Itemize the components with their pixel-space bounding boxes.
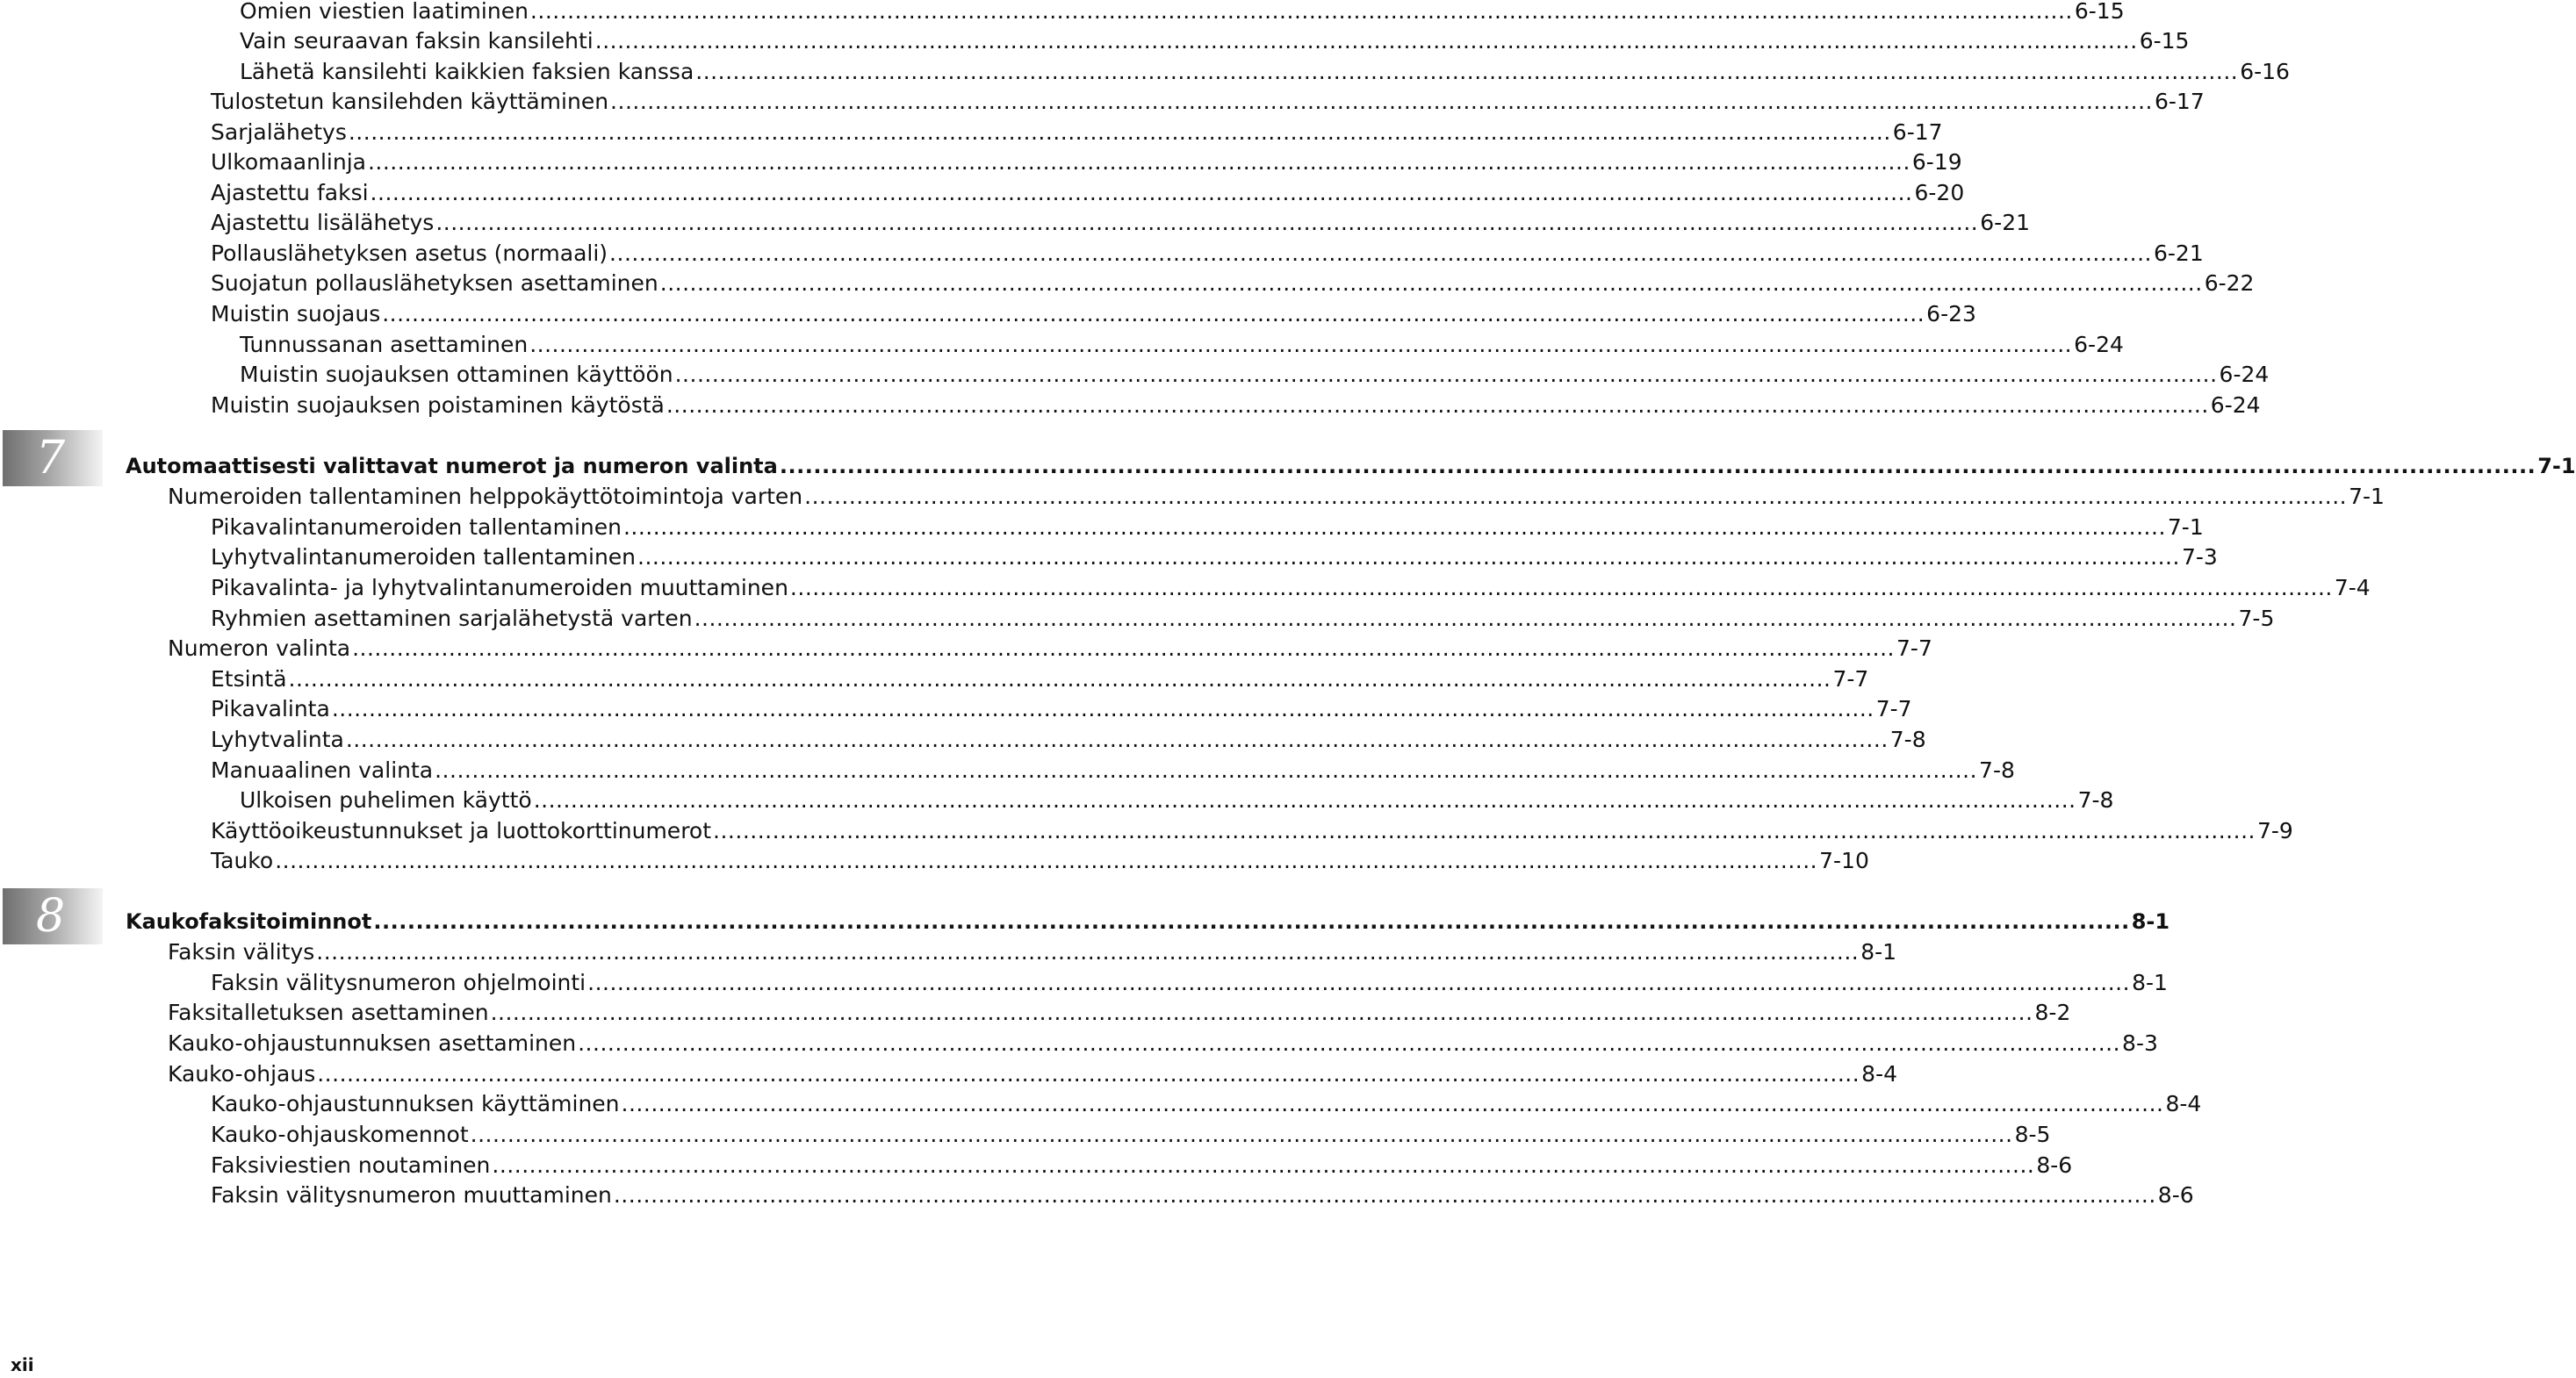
dot-leader bbox=[435, 756, 1977, 786]
dot-leader bbox=[695, 57, 2238, 87]
toc-entry-label: Ajastettu lisälähetys bbox=[211, 210, 435, 235]
toc-entry-label: Lyhytvalinta bbox=[211, 727, 344, 752]
toc-entry[interactable] bbox=[211, 1120, 2051, 1150]
toc-entry-page: 8-6 bbox=[2157, 1182, 2194, 1208]
dot-leader bbox=[529, 330, 2072, 360]
dot-leader bbox=[595, 26, 2138, 56]
toc-entry-page: 7-10 bbox=[1819, 848, 1869, 873]
toc-entry-page: 7-8 bbox=[2077, 787, 2114, 813]
dot-leader bbox=[471, 1120, 2013, 1150]
dot-leader bbox=[435, 208, 1978, 238]
toc-entry-page: 6-20 bbox=[1914, 180, 1965, 205]
dot-leader bbox=[317, 1059, 1860, 1089]
dot-leader bbox=[623, 513, 2166, 542]
toc-entry-label: Tunnussanan asettaminen bbox=[240, 332, 529, 357]
toc-entry-label: Sarjalähetys bbox=[211, 119, 347, 145]
toc-entry-label: Faksin välitysnumeron ohjelmointi bbox=[211, 970, 586, 995]
toc-entry-label: Kauko-ohjaustunnuksen asettaminen bbox=[168, 1030, 577, 1056]
toc-entry-page: 7-1 bbox=[2537, 454, 2576, 478]
toc-entry-page: 6-17 bbox=[2154, 89, 2205, 114]
toc-entry[interactable] bbox=[211, 208, 2031, 238]
toc-entry-label: Ulkoisen puhelimen käyttö bbox=[240, 787, 532, 813]
toc-entry-label: Lyhytvalintanumeroiden tallentaminen bbox=[211, 544, 637, 570]
toc-entry[interactable] bbox=[240, 26, 2190, 56]
dot-leader bbox=[780, 451, 2536, 481]
dot-leader bbox=[368, 147, 1910, 177]
toc-entry-page: 8-3 bbox=[2122, 1030, 2158, 1056]
toc-entry-page: 7-4 bbox=[2334, 575, 2371, 600]
dot-leader bbox=[346, 725, 1889, 755]
dot-leader bbox=[614, 1181, 2156, 1210]
toc-entry-label: Kauko-ohjaus bbox=[168, 1061, 316, 1087]
toc-entry-page: 6-16 bbox=[2240, 59, 2290, 84]
dot-leader bbox=[332, 694, 1874, 724]
toc-entry[interactable] bbox=[211, 756, 2015, 786]
dot-leader bbox=[534, 786, 2076, 815]
dot-leader bbox=[790, 573, 2333, 603]
toc-entry[interactable] bbox=[211, 513, 2204, 542]
chapter-tab-7 bbox=[3, 430, 103, 486]
toc-entry-label: Ulkomaanlinja bbox=[211, 149, 366, 175]
toc-entry[interactable] bbox=[240, 786, 2114, 815]
chapter-tab-8 bbox=[3, 888, 103, 944]
toc-entry-page: 8-4 bbox=[1861, 1061, 1898, 1087]
dot-leader bbox=[587, 968, 2130, 998]
dot-leader bbox=[666, 391, 2209, 420]
toc-entry[interactable] bbox=[240, 0, 2125, 26]
toc-entry-label: Faksin välitysnumeron muuttaminen bbox=[211, 1182, 612, 1208]
toc-entry-page: 6-23 bbox=[1926, 301, 1976, 327]
dot-leader bbox=[382, 299, 1925, 329]
toc-entry-page: 6-22 bbox=[2204, 270, 2255, 296]
dot-leader bbox=[804, 482, 2347, 512]
dot-leader bbox=[622, 1089, 2164, 1119]
toc-entry-label: Kauko-ohjauskomennot bbox=[211, 1122, 469, 1147]
toc-entry[interactable] bbox=[211, 299, 1976, 329]
chapter-number: 8 bbox=[36, 890, 66, 943]
toc-entry-label: Etsintä bbox=[211, 666, 287, 692]
toc-entry[interactable] bbox=[168, 937, 1897, 967]
toc-entry[interactable] bbox=[211, 542, 2218, 572]
toc-entry[interactable] bbox=[168, 482, 2385, 512]
toc-entry-label: Lähetä kansilehti kaikkien faksien kanssa bbox=[240, 59, 694, 84]
toc-entry-label: Vain seuraavan faksin kansilehti bbox=[240, 28, 594, 54]
toc-entry-page: 7-1 bbox=[2349, 484, 2385, 509]
toc-entry[interactable] bbox=[211, 269, 2255, 298]
toc-entry[interactable] bbox=[211, 87, 2205, 117]
dot-leader bbox=[275, 846, 1817, 876]
dot-leader bbox=[289, 664, 1831, 694]
toc-entry[interactable] bbox=[211, 846, 1869, 876]
toc-entry[interactable] bbox=[211, 725, 1926, 755]
toc-entry-label: Numeroiden tallentaminen helppokäyttötoimintoja varten bbox=[168, 484, 803, 509]
toc-entry[interactable] bbox=[211, 968, 2168, 998]
toc-entry[interactable] bbox=[168, 634, 1932, 664]
toc-entry-page: 6-24 bbox=[2210, 392, 2261, 418]
toc-entry[interactable] bbox=[211, 694, 1912, 724]
toc-entry[interactable] bbox=[211, 1181, 2194, 1210]
dot-leader bbox=[349, 118, 1891, 147]
toc-entry[interactable] bbox=[168, 1059, 1898, 1089]
toc-entry[interactable] bbox=[211, 239, 2204, 269]
dot-leader bbox=[352, 634, 1895, 664]
toc-entry-label: Muistin suojauksen ottaminen käyttöön bbox=[240, 362, 673, 387]
toc-entry-page: 6-15 bbox=[2139, 28, 2190, 54]
toc-entry-page: 6-17 bbox=[1892, 119, 1943, 145]
toc-entry-label: Numeron valinta bbox=[168, 635, 351, 661]
toc-entry-page: 7-3 bbox=[2181, 544, 2218, 570]
toc-entry-label: Suojatun pollauslähetyksen asettaminen bbox=[211, 270, 658, 296]
toc-entry[interactable] bbox=[211, 391, 2261, 420]
dot-leader bbox=[316, 937, 1859, 967]
toc-entry-label: Kaukofaksitoiminnot bbox=[126, 909, 372, 934]
toc-entry[interactable] bbox=[211, 118, 1943, 147]
toc-entry-page: 7-7 bbox=[1875, 696, 1912, 721]
toc-entry-label: Faksiviestien noutaminen bbox=[211, 1152, 491, 1178]
dot-leader bbox=[610, 87, 2153, 117]
toc-entry-label: Pikavalinta bbox=[211, 696, 330, 721]
toc-chapter-entry[interactable] bbox=[126, 451, 2576, 481]
toc-entry-page: 8-4 bbox=[2165, 1091, 2202, 1116]
toc-entry[interactable] bbox=[211, 816, 2293, 846]
dot-leader bbox=[694, 604, 2237, 634]
toc-entry-page: 7-7 bbox=[1832, 666, 1869, 692]
toc-entry-page: 8-2 bbox=[2034, 1000, 2071, 1025]
dot-leader bbox=[713, 816, 2256, 846]
toc-entry-page: 7-8 bbox=[1979, 757, 2015, 783]
toc-entry-page: 6-21 bbox=[1980, 210, 2031, 235]
dot-leader bbox=[675, 360, 2218, 390]
toc-chapter-entry[interactable] bbox=[126, 907, 2170, 937]
toc-entry-label: Tulostetun kansilehden käyttäminen bbox=[211, 89, 609, 114]
toc-entry-page: 6-24 bbox=[2219, 362, 2270, 387]
toc-entry-label: Faksitalletuksen asettaminen bbox=[168, 1000, 489, 1025]
dot-leader bbox=[637, 542, 2180, 572]
toc-entry[interactable] bbox=[240, 57, 2290, 87]
toc-entry[interactable] bbox=[211, 178, 1965, 208]
toc-entry-label: Muistin suojaus bbox=[211, 301, 381, 327]
toc-entry[interactable] bbox=[211, 604, 2275, 634]
toc-entry-label: Manuaalinen valinta bbox=[211, 757, 434, 783]
dot-leader bbox=[491, 998, 2033, 1028]
toc-entry-label: Automaattisesti valittavat numerot ja numeron valinta bbox=[126, 454, 778, 478]
toc-entry-page: 8-5 bbox=[2014, 1122, 2051, 1147]
dot-leader bbox=[492, 1151, 2034, 1181]
toc-entry-page: 8-1 bbox=[1860, 939, 1897, 965]
toc-entry[interactable] bbox=[211, 1151, 2073, 1181]
toc-entry-page: 8-1 bbox=[2132, 970, 2168, 995]
toc-entry-page: 7-9 bbox=[2256, 818, 2293, 843]
toc-entry-page: 8-6 bbox=[2036, 1152, 2073, 1178]
toc-entry-page: 7-8 bbox=[1889, 727, 1926, 752]
toc-entry-label: Pollauslähetyksen asetus (normaali) bbox=[211, 240, 608, 266]
toc-entry[interactable] bbox=[168, 998, 2071, 1028]
toc-entry-page: 6-19 bbox=[1911, 149, 1962, 175]
toc-entry-page: 7-1 bbox=[2167, 514, 2204, 540]
toc-entry[interactable] bbox=[211, 664, 1869, 694]
toc-entry[interactable] bbox=[211, 1089, 2202, 1119]
toc-entry-label: Ajastettu faksi bbox=[211, 180, 369, 205]
toc-entry-label: Käyttöoikeustunnukset ja luottokorttinumerot bbox=[211, 818, 712, 843]
toc-entry-page: 7-5 bbox=[2238, 606, 2275, 631]
dot-leader bbox=[371, 178, 1913, 208]
toc-entry[interactable] bbox=[168, 1029, 2158, 1059]
toc-entry[interactable] bbox=[240, 360, 2270, 390]
toc-entry[interactable] bbox=[240, 330, 2124, 360]
toc-entry-page: 6-24 bbox=[2074, 332, 2124, 357]
dot-leader bbox=[609, 239, 2152, 269]
toc-entry-page: 8-1 bbox=[2131, 909, 2170, 934]
toc-entry-label: Faksin välitys bbox=[168, 939, 315, 965]
toc-entry-label: Ryhmien asettaminen sarjalähetystä varten bbox=[211, 606, 693, 631]
toc-entry-label: Omien viestien laatiminen bbox=[240, 0, 529, 24]
chapter-number: 7 bbox=[36, 432, 66, 484]
dot-leader bbox=[373, 907, 2129, 937]
toc-entry-label: Kauko-ohjaustunnuksen käyttäminen bbox=[211, 1091, 620, 1116]
toc-entry[interactable] bbox=[211, 147, 1962, 177]
dot-leader bbox=[578, 1029, 2120, 1059]
toc-entry-label: Pikavalinta- ja lyhytvalintanumeroiden muuttaminen bbox=[211, 575, 788, 600]
toc-entry-page: 6-15 bbox=[2074, 0, 2125, 24]
dot-leader bbox=[530, 0, 2073, 26]
toc-entry-label: Muistin suojauksen poistaminen käytöstä bbox=[211, 392, 665, 418]
page-number: xii bbox=[11, 1354, 34, 1375]
toc-entry-page: 6-21 bbox=[2153, 240, 2204, 266]
dot-leader bbox=[660, 269, 2203, 298]
toc-entry-page: 7-7 bbox=[1896, 635, 1932, 661]
toc-entry-label: Tauko bbox=[211, 848, 274, 873]
toc-entry-label: Pikavalintanumeroiden tallentaminen bbox=[211, 514, 622, 540]
toc-entry[interactable] bbox=[211, 573, 2371, 603]
